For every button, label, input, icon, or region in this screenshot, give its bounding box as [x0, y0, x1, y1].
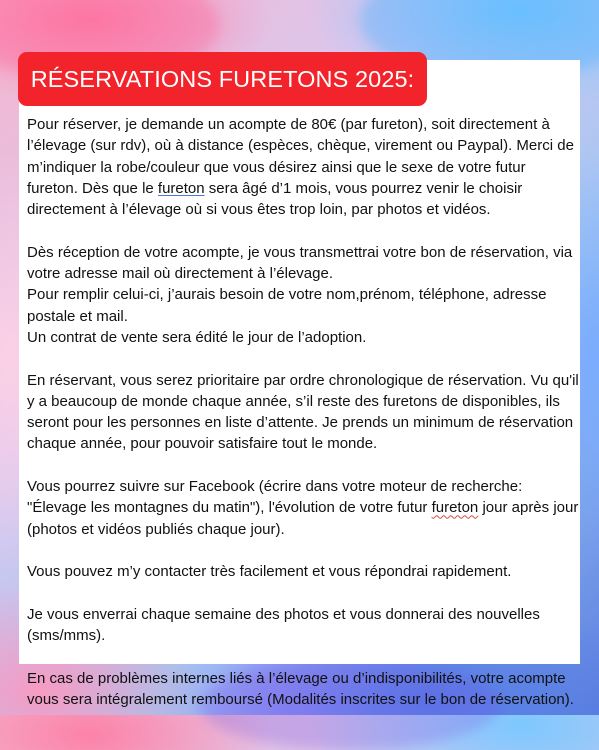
text-line: vous sera intégralement remboursé (Modalités inscrites sur le bon de réservation). — [27, 691, 574, 709]
paragraph-facebook — [27, 476, 579, 540]
paragraph-news — [27, 604, 571, 647]
text-line — [27, 178, 571, 199]
text-fragment: fureton. Dès que le — [27, 179, 158, 197]
text-line: y a beaucoup de monde chaque année, s’il reste des furetons de disponibles, ils — [27, 392, 560, 410]
text-line: (photos et vidéos publiés chaque jour). — [27, 520, 285, 538]
text-line: Pour réserver, je demande un acompte de 80€ (par fureton), soit directement à — [27, 116, 550, 133]
paragraph-reservation — [27, 114, 574, 220]
paragraph-priority — [27, 370, 579, 455]
paragraph-refund — [27, 668, 574, 711]
text-fragment: sera âgé d’1 mois, vous pourrez venir le choisir — [204, 179, 523, 197]
paragraph-confirmation — [27, 242, 571, 348]
text-fragment: jour après jour — [478, 499, 579, 517]
text-line: chaque année, pour pouvoir satisfaire tout le monde. — [27, 435, 378, 453]
page-title: RÉSERVATIONS FURETONS 2025: — [30, 65, 415, 92]
text-line: Pour remplir celui-ci, j’aurais besoin de votre nom,prénom, téléphone, adresse — [27, 286, 547, 304]
text-line: (sms/mms). — [27, 627, 106, 645]
text-line: Un contrat de vente sera édité le jour de l’adoption. — [27, 328, 367, 346]
text-line: votre adresse mail où directement à l’élevage. — [27, 265, 333, 283]
paragraph-contact — [27, 561, 571, 582]
text-fragment: "Élevage les montagnes du matin"), l'évolution de votre futur — [27, 499, 432, 517]
text-line: seront pour les personnes en liste d’attente. Je prends un minimum de réservation — [27, 414, 574, 432]
title-banner — [18, 52, 427, 106]
text-line: Vous pouvez m’y contacter très facilement et vous répondrai rapidement. — [27, 563, 512, 581]
text-line: directement à l’élevage où si vous êtes trop loin, par photos et vidéos. — [27, 201, 491, 219]
document-body — [27, 114, 579, 710]
text-line — [27, 497, 579, 518]
text-line: Je vous enverrai chaque semaine des photos et vous donnerai des nouvelles — [27, 605, 540, 623]
text-line: Dès réception de votre acompte, je vous transmettrai votre bon de réservation, via — [27, 243, 573, 261]
underlined-word: fureton — [157, 179, 205, 197]
underlined-word: fureton — [431, 499, 479, 517]
text-line: Vous pourrez suivre sur Facebook (écrire dans votre moteur de recherche: — [27, 478, 523, 496]
text-line: En cas de problèmes internes liés à l’élevage ou d’indisponibilités, votre acompte — [27, 669, 566, 687]
text-line: En réservant, vous serez prioritaire par ordre chronologique de réservation. Vu qu'il — [27, 371, 579, 389]
text-line: m’indiquer la robe/couleur que vous désirez ainsi que le sexe de votre futur — [27, 158, 526, 176]
text-line: l’élevage (sur rdv), où à distance (espèces, chèque, virement ou Paypal). Merci de — [27, 137, 574, 155]
text-line: postale et mail. — [27, 307, 128, 325]
